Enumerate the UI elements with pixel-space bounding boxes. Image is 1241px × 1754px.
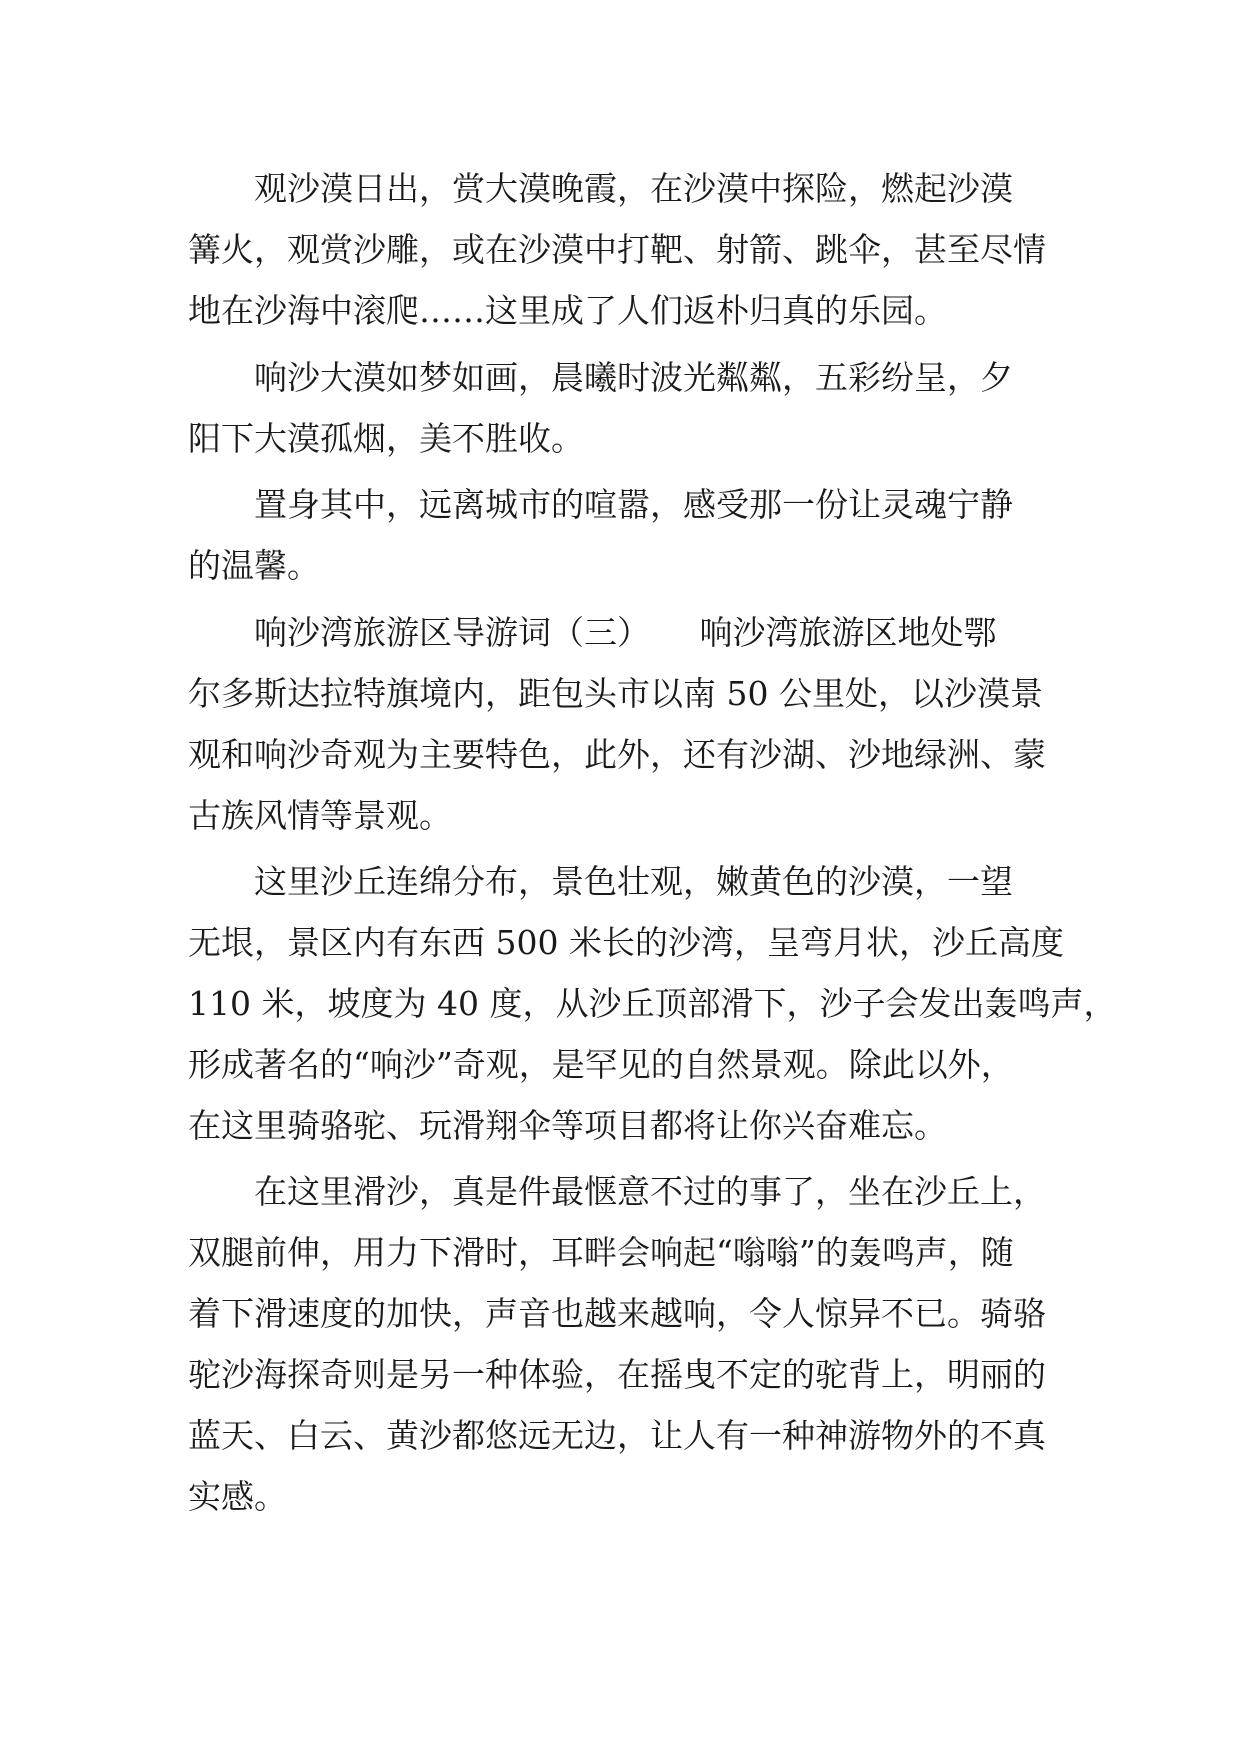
text-line: 古族风情等景观。 [188,795,452,835]
text-line: 响沙大漠如梦如画，晨曦时波光粼粼，五彩纷呈，夕 [254,358,1013,397]
text-line: 观沙漠日出，赏大漠晚霞，在沙漠中探险，燃起沙漠 [254,169,1013,208]
text-line: 在这里骑骆驼、玩滑翔伞等项目都将让你兴奋难忘。 [188,1105,947,1145]
text-line: 尔多斯达拉特旗境内，距包头市以南 50 公里处，以沙漠景 [188,673,1043,713]
paragraph-desert-scenery [188,347,1053,469]
text-line: 的温馨。 [188,546,320,586]
text-line: 阳下大漠孤烟，美不胜收。 [188,419,584,458]
paragraph-desert-activities [188,158,1053,341]
text-line: 这里沙丘连绵分布，景色壮观，嫩黄色的沙漠，一望 [254,861,1013,901]
text-line: 着下滑速度的加快，声音也越来越响，令人惊异不已。骑骆 [188,1294,1046,1334]
text-line: 双腿前伸，用力下滑时，耳畔会响起“嗡嗡”的轰鸣声，随 [188,1233,1014,1273]
paragraph-tranquility [188,474,1053,596]
text-line: 在这里滑沙，真是件最惬意不过的事了，坐在沙丘上， [254,1172,1046,1212]
paragraph-sand-dunes [188,851,1117,1156]
paragraph-guide-part-three [188,602,1053,846]
text-line: 蓝天、白云、黄沙都悠远无边，让人有一种神游物外的不真 [188,1416,1046,1456]
text-line: 观和响沙奇观为主要特色，此外，还有沙湖、沙地绿洲、蒙 [188,734,1046,774]
paragraph-sand-sliding [188,1161,1053,1527]
text-line: 形成著名的“响沙”奇观，是罕见的自然景观。除此以外， [188,1044,1014,1084]
text-line: 地在沙海中滚爬……这里成了人们返朴归真的乐园。 [188,291,947,330]
text-line: 驼沙海探奇则是另一种体验，在摇曳不定的驼背上，明丽的 [188,1355,1046,1395]
text-line: 篝火，观赏沙雕，或在沙漠中打靶、射箭、跳伞，甚至尽情 [188,230,1046,269]
body-text [188,158,1117,1532]
text-line: 响沙湾旅游区导游词（三） 响沙湾旅游区地处鄂 [254,612,997,652]
text-line: 置身其中，远离城市的喧嚣，感受那一份让灵魂宁静 [254,485,1013,525]
text-line: 实感。 [188,1477,287,1517]
text-line: 无垠，景区内有东西 500 米长的沙湾，呈弯月状，沙丘高度 [188,922,1064,962]
text-line: 110 米，坡度为 40 度，从沙丘顶部滑下，沙子会发出轰鸣声， [188,983,1117,1023]
